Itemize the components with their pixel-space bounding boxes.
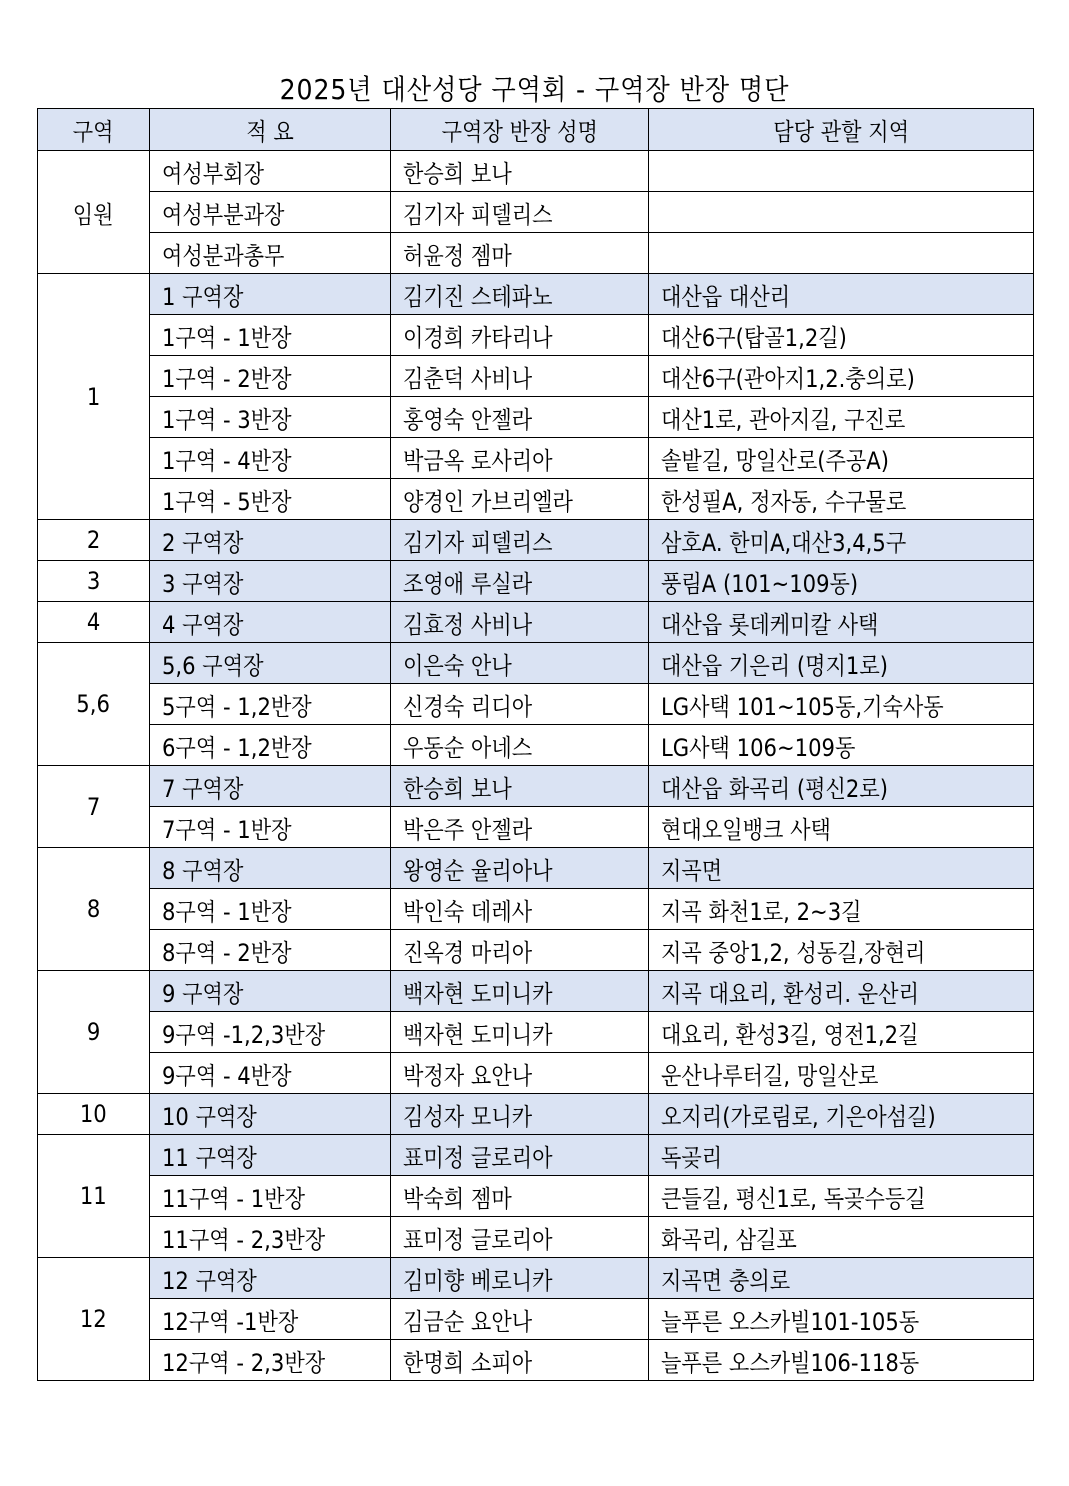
table-row	[38, 315, 1034, 356]
role-cell: 1구역 - 5반장	[150, 479, 391, 520]
role-cell: 12구역 -1반장	[150, 1299, 391, 1340]
table-row	[38, 889, 1034, 930]
role-cell: 10 구역장	[150, 1094, 391, 1135]
area-cell: 대요리, 환성3길, 영전1,2길	[649, 1012, 1034, 1053]
zone-cell: 12	[38, 1258, 150, 1381]
role-cell: 5,6 구역장	[150, 643, 391, 684]
role-cell: 4 구역장	[150, 602, 391, 643]
name-cell: 홍영숙 안젤라	[391, 397, 649, 438]
role-cell: 12구역 - 2,3반장	[150, 1340, 391, 1381]
table-row	[38, 1135, 1034, 1176]
table-row	[38, 1340, 1034, 1381]
roster-table	[37, 108, 1034, 1381]
table-row	[38, 766, 1034, 807]
role-cell: 12 구역장	[150, 1258, 391, 1299]
role-cell: 8 구역장	[150, 848, 391, 889]
name-cell: 김효정 사비나	[391, 602, 649, 643]
zone-cell: 임원	[38, 151, 150, 274]
area-cell: LG사택 101~105동,기숙사동	[649, 684, 1034, 725]
table-row	[38, 438, 1034, 479]
name-cell: 김미향 베로니카	[391, 1258, 649, 1299]
name-cell: 박정자 요안나	[391, 1053, 649, 1094]
table-row	[38, 192, 1034, 233]
column-header-area: 담당 관할 지역	[649, 109, 1034, 151]
name-cell: 신경숙 리디아	[391, 684, 649, 725]
name-cell: 우동순 아네스	[391, 725, 649, 766]
table-row	[38, 848, 1034, 889]
column-header-role: 적 요	[150, 109, 391, 151]
role-cell: 9구역 -1,2,3반장	[150, 1012, 391, 1053]
name-cell: 박숙희 젬마	[391, 1176, 649, 1217]
table-row	[38, 1217, 1034, 1258]
table-row	[38, 643, 1034, 684]
role-cell: 여성부회장	[150, 151, 391, 192]
name-cell: 한승희 보나	[391, 766, 649, 807]
area-cell: 운산나루터길, 망일산로	[649, 1053, 1034, 1094]
role-cell: 2 구역장	[150, 520, 391, 561]
role-cell: 1 구역장	[150, 274, 391, 315]
role-cell: 8구역 - 1반장	[150, 889, 391, 930]
area-cell: 대산읍 대산리	[649, 274, 1034, 315]
area-cell: LG사택 106~109동	[649, 725, 1034, 766]
area-cell: 지곡면 충의로	[649, 1258, 1034, 1299]
area-cell: 대산6구(탑골1,2길)	[649, 315, 1034, 356]
role-cell: 여성부분과장	[150, 192, 391, 233]
table-row	[38, 151, 1034, 192]
area-cell: 삼호A. 한미A,대산3,4,5구	[649, 520, 1034, 561]
role-cell: 11구역 - 2,3반장	[150, 1217, 391, 1258]
table-header-row	[38, 109, 1034, 151]
table-row	[38, 561, 1034, 602]
column-header-name: 구역장 반장 성명	[391, 109, 649, 151]
table-row	[38, 479, 1034, 520]
area-cell: 솔밭길, 망일산로(주공A)	[649, 438, 1034, 479]
name-cell: 진옥경 마리아	[391, 930, 649, 971]
area-cell: 지곡 중앙1,2, 성동길,장현리	[649, 930, 1034, 971]
role-cell: 1구역 - 1반장	[150, 315, 391, 356]
zone-cell: 3	[38, 561, 150, 602]
table-row	[38, 1258, 1034, 1299]
table-row	[38, 1094, 1034, 1135]
area-cell: 지곡 화천1로, 2~3길	[649, 889, 1034, 930]
table-row	[38, 233, 1034, 274]
role-cell: 1구역 - 3반장	[150, 397, 391, 438]
name-cell: 조영애 루실라	[391, 561, 649, 602]
name-cell: 김기자 피델리스	[391, 520, 649, 561]
name-cell: 이은숙 안나	[391, 643, 649, 684]
table-row	[38, 971, 1034, 1012]
area-cell: 지곡면	[649, 848, 1034, 889]
name-cell: 김금순 요안나	[391, 1299, 649, 1340]
role-cell: 7구역 - 1반장	[150, 807, 391, 848]
table-row	[38, 1299, 1034, 1340]
area-cell: 화곡리, 삼길포	[649, 1217, 1034, 1258]
table-row	[38, 725, 1034, 766]
zone-cell: 11	[38, 1135, 150, 1258]
area-cell	[649, 233, 1034, 274]
table-row	[38, 520, 1034, 561]
name-cell: 박은주 안젤라	[391, 807, 649, 848]
name-cell: 한승희 보나	[391, 151, 649, 192]
table-row	[38, 1012, 1034, 1053]
name-cell: 백자현 도미니카	[391, 1012, 649, 1053]
role-cell: 3 구역장	[150, 561, 391, 602]
table-row	[38, 807, 1034, 848]
name-cell: 양경인 가브리엘라	[391, 479, 649, 520]
role-cell: 9구역 - 4반장	[150, 1053, 391, 1094]
area-cell: 큰들길, 평신1로, 독곶수등길	[649, 1176, 1034, 1217]
name-cell: 표미정 글로리아	[391, 1217, 649, 1258]
role-cell: 5구역 - 1,2반장	[150, 684, 391, 725]
area-cell: 대산읍 롯데케미칼 사택	[649, 602, 1034, 643]
zone-cell: 2	[38, 520, 150, 561]
name-cell: 한명희 소피아	[391, 1340, 649, 1381]
table-row	[38, 274, 1034, 315]
zone-cell: 8	[38, 848, 150, 971]
area-cell: 대산읍 화곡리 (평신2로)	[649, 766, 1034, 807]
name-cell: 김기진 스테파노	[391, 274, 649, 315]
name-cell: 허윤정 젬마	[391, 233, 649, 274]
role-cell: 6구역 - 1,2반장	[150, 725, 391, 766]
area-cell: 대산6구(관아지1,2.충의로)	[649, 356, 1034, 397]
table-row	[38, 356, 1034, 397]
name-cell: 표미정 글로리아	[391, 1135, 649, 1176]
role-cell: 11 구역장	[150, 1135, 391, 1176]
area-cell: 대산1로, 관아지길, 구진로	[649, 397, 1034, 438]
role-cell: 1구역 - 4반장	[150, 438, 391, 479]
zone-cell: 10	[38, 1094, 150, 1135]
table-row	[38, 684, 1034, 725]
table-row	[38, 397, 1034, 438]
role-cell: 여성분과총무	[150, 233, 391, 274]
area-cell: 지곡 대요리, 환성리. 운산리	[649, 971, 1034, 1012]
table-row	[38, 1053, 1034, 1094]
name-cell: 이경희 카타리나	[391, 315, 649, 356]
role-cell: 7 구역장	[150, 766, 391, 807]
area-cell	[649, 151, 1034, 192]
column-header-zone: 구역	[38, 109, 150, 151]
zone-cell: 1	[38, 274, 150, 520]
name-cell: 김성자 모니카	[391, 1094, 649, 1135]
area-cell: 오지리(가로림로, 기은아섬길)	[649, 1094, 1034, 1135]
role-cell: 11구역 - 1반장	[150, 1176, 391, 1217]
area-cell	[649, 192, 1034, 233]
name-cell: 백자현 도미니카	[391, 971, 649, 1012]
area-cell: 늘푸른 오스카빌106-118동	[649, 1340, 1034, 1381]
zone-cell: 4	[38, 602, 150, 643]
role-cell: 9 구역장	[150, 971, 391, 1012]
area-cell: 독곶리	[649, 1135, 1034, 1176]
name-cell: 왕영순 율리아나	[391, 848, 649, 889]
table-row	[38, 602, 1034, 643]
zone-cell: 9	[38, 971, 150, 1094]
name-cell: 김춘덕 사비나	[391, 356, 649, 397]
role-cell: 8구역 - 2반장	[150, 930, 391, 971]
area-cell: 현대오일뱅크 사택	[649, 807, 1034, 848]
name-cell: 박금옥 로사리아	[391, 438, 649, 479]
name-cell: 박인숙 데레사	[391, 889, 649, 930]
table-body	[38, 151, 1034, 1381]
role-cell: 1구역 - 2반장	[150, 356, 391, 397]
document-title: 2025년 대산성당 구역회 - 구역장 반장 명단	[279, 73, 790, 106]
zone-cell: 7	[38, 766, 150, 848]
area-cell: 풍림A (101~109동)	[649, 561, 1034, 602]
zone-cell: 5,6	[38, 643, 150, 766]
area-cell: 한성필A, 정자동, 수구물로	[649, 479, 1034, 520]
area-cell: 늘푸른 오스카빌101-105동	[649, 1299, 1034, 1340]
table-row	[38, 1176, 1034, 1217]
name-cell: 김기자 피델리스	[391, 192, 649, 233]
table-row	[38, 930, 1034, 971]
area-cell: 대산읍 기은리 (명지1로)	[649, 643, 1034, 684]
